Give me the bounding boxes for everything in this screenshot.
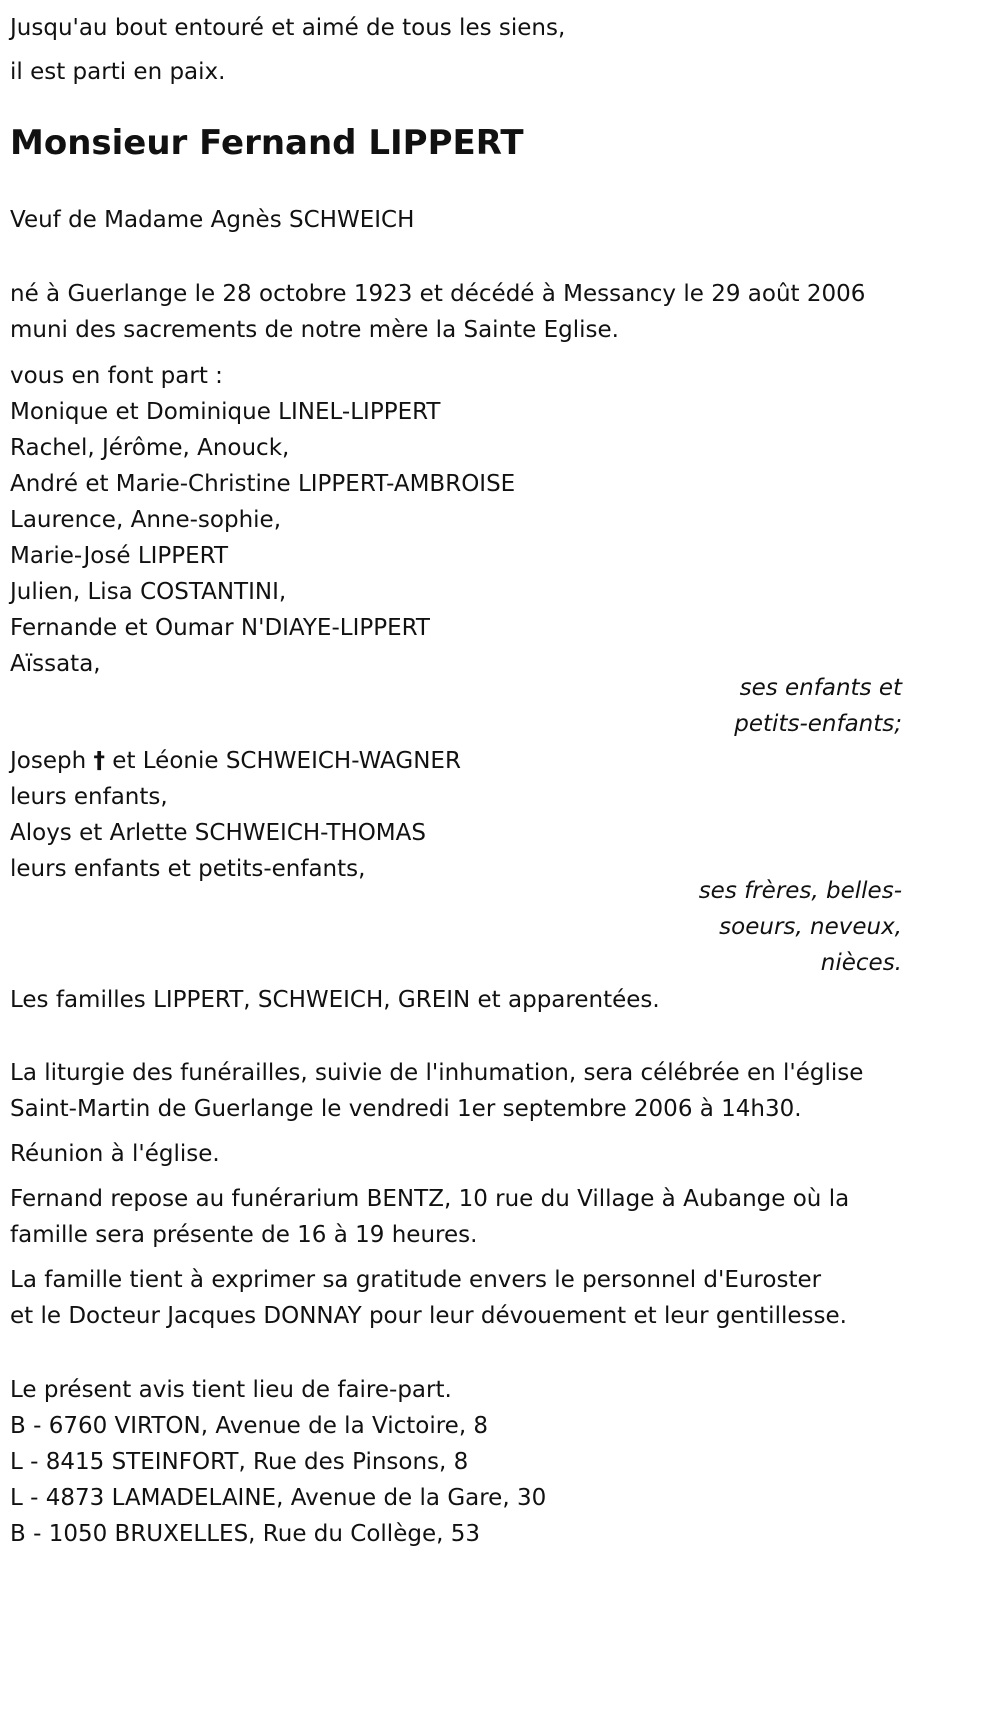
family-member-line: Laurence, Anne-sophie,: [10, 507, 282, 533]
cross-icon: †: [93, 748, 105, 774]
addresses-block: [10, 1372, 902, 1552]
siblings-role: [699, 873, 902, 981]
family-member-line: Fernande et Oumar N'DIAYE-LIPPERT: [10, 615, 430, 641]
families-text: Les familles LIPPERT, SCHWEICH, GREIN et apparentées.: [10, 987, 660, 1013]
gratitude-line: et le Docteur Jacques DONNAY pour leur dévouement et leur gentillesse.: [10, 1303, 847, 1329]
notice-text: Le présent avis tient lieu de faire-part.: [10, 1377, 452, 1403]
meeting-text: Réunion à l'église.: [10, 1141, 220, 1167]
role-line: ses frères, belles-: [698, 878, 902, 904]
family-member-line: Aloys et Arlette SCHWEICH-THOMAS: [10, 820, 426, 846]
role-line: ses enfants et: [739, 675, 902, 701]
address-line: L - 4873 LAMADELAINE, Avenue de la Gare, 30: [10, 1485, 547, 1511]
meeting-line: [10, 1136, 902, 1172]
family-member-line: Marie-José LIPPERT: [10, 543, 229, 569]
liturgy-line: La liturgie des funérailles, suivie de l'inhumation, sera célébrée en l'église: [10, 1060, 864, 1086]
gratitude-text: [10, 1262, 902, 1334]
announce-text: vous en font part :: [10, 363, 223, 389]
liturgy-line: Saint-Martin de Guerlange le vendredi 1er septembre 2006 à 14h30.: [10, 1096, 802, 1122]
widower-text: Veuf de Madame Agnès SCHWEICH: [10, 207, 415, 233]
widower-line: [10, 202, 902, 238]
funeral-home-line: Fernand repose au funérarium BENTZ, 10 rue du Village à Aubange où la: [10, 1186, 850, 1212]
address-line: B - 1050 BRUXELLES, Rue du Collège, 53: [10, 1521, 480, 1547]
sibling-name: Joseph: [10, 748, 87, 774]
liturgy-text: [10, 1055, 902, 1127]
family-member-line: Monique et Dominique LINEL-LIPPERT: [10, 399, 441, 425]
birth-death-line: muni des sacrements de notre mère la Sainte Eglise.: [10, 317, 619, 343]
deceased-name: Monsieur Fernand LIPPERT: [10, 123, 524, 163]
family-member-line: Julien, Lisa COSTANTINI,: [10, 579, 287, 605]
funeral-home-line: famille sera présente de 16 à 19 heures.: [10, 1222, 478, 1248]
address-line: B - 6760 VIRTON, Avenue de la Victoire, 8: [10, 1413, 489, 1439]
role-line: nièces.: [820, 950, 902, 976]
role-line: soeurs, neveux,: [719, 914, 902, 940]
birth-death-line: né à Guerlange le 28 octobre 1923 et décédé à Messancy le 29 août 2006: [10, 281, 866, 307]
family-member-line: André et Marie-Christine LIPPERT-AMBROISE: [10, 471, 516, 497]
family-member-line: Rachel, Jérôme, Anouck,: [10, 435, 290, 461]
gratitude-line: La famille tient à exprimer sa gratitude envers le personnel d'Euroster: [10, 1267, 822, 1293]
intro-text: [10, 6, 902, 94]
intro-line: il est parti en paix.: [10, 59, 226, 85]
intro-line: Jusqu'au bout entouré et aimé de tous les siens,: [10, 15, 566, 41]
siblings-list: [10, 743, 902, 887]
birth-death-text: [10, 276, 902, 348]
sibling-name-rest: et Léonie SCHWEICH-WAGNER: [112, 748, 461, 774]
family-member-line: leurs enfants,: [10, 784, 168, 810]
children-list: [10, 358, 902, 682]
funeral-home-text: [10, 1181, 902, 1253]
role-line: petits-enfants;: [734, 711, 902, 737]
address-line: L - 8415 STEINFORT, Rue des Pinsons, 8: [10, 1449, 469, 1475]
family-member-line: [10, 743, 902, 779]
family-member-line: Aïssata,: [10, 651, 101, 677]
families-line: [10, 982, 902, 1018]
family-member-line: leurs enfants et petits-enfants,: [10, 856, 366, 882]
children-role: [734, 670, 902, 742]
